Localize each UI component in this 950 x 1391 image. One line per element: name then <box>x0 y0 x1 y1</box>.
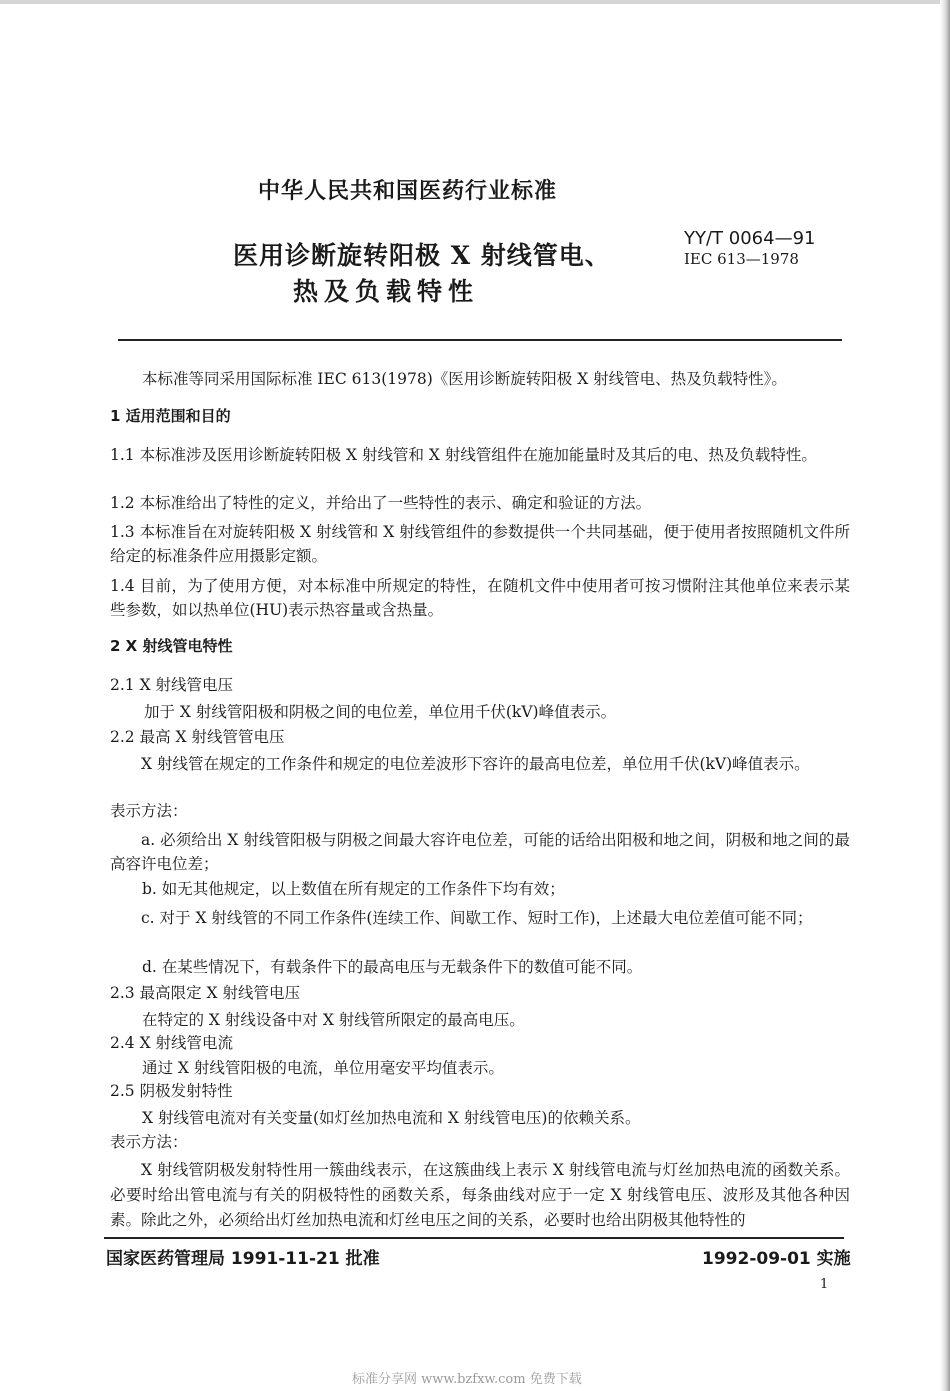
approval-date: 国家医药管理局 1991-11-21 批准 <box>106 1249 380 1269</box>
watermark-text: 标准分享网 www.bzfxw.com 免费下载 <box>352 1372 582 1387</box>
clause-1-4: 1.4 目前，为了使用方便，对本标准中所规定的特性，在随机文件中使用者可按习惯附注其他单位来表示某些参数，如以热单位(HU)表示热容量或含热量。 <box>110 577 850 619</box>
clause-2-3-title: 2.3 最高限定 X 射线管电压 <box>110 984 300 1002</box>
section-2-heading: 2 X 射线管电特性 <box>110 637 233 655</box>
clause-2-2-method-label: 表示方法： <box>110 802 188 820</box>
clause-1-3: 1.3 本标准旨在对旋转阳极 X 射线管和 X 射线管组件的参数提供一个共同基础，便于使用者按照随机文件所给定的标准条件应用摄影定额。 <box>110 523 850 565</box>
standard-number: YY/T 0064—91 <box>684 228 816 249</box>
document-title-line2: 热及负载特性 <box>293 277 480 306</box>
clause-2-4-title: 2.4 X 射线管电流 <box>110 1034 234 1052</box>
clause-2-4-text: 通过 X 射线管阳极的电流，单位用毫安平均值表示。 <box>142 1059 504 1077</box>
scan-shadow-top <box>0 0 950 4</box>
clause-2-5-title: 2.5 阴极发射特性 <box>110 1082 233 1100</box>
scan-shadow-right <box>940 0 950 1391</box>
clause-2-1-text: 加于 X 射线管阳极和阴极之间的电位差，单位用千伏(kV)峰值表示。 <box>144 703 617 721</box>
item-d: d. 在某些情况下，有载条件下的最高电压与无载条件下的数值可能不同。 <box>142 958 643 976</box>
clause-2-1-title: 2.1 X 射线管电压 <box>110 676 234 694</box>
effective-date: 1992-09-01 实施 <box>702 1249 851 1269</box>
header-rule <box>118 339 842 341</box>
clause-1-2: 1.2 本标准给出了特性的定义，并给出了一些特性的表示、确定和验证的方法。 <box>110 494 652 512</box>
clause-2-2-title: 2.2 最高 X 射线管管电压 <box>110 728 285 746</box>
intro-paragraph: 本标准等同采用国际标准 IEC 613(1978)《医用诊断旋转阳极 X 射线管电、热及负载特性》。 <box>142 370 787 388</box>
item-c: c. 对于 X 射线管的不同工作条件(连续工作、间歇工作、短时工作)，上述最大电位差值可能不同； <box>141 909 813 927</box>
item-a: a. 必须给出 X 射线管阳极与阴极之间最大容许电位差，可能的话给出阳极和地之间，阴极和地之间的最高容许电位差； <box>110 831 850 873</box>
equivalent-standard: IEC 613—1978 <box>684 250 799 268</box>
clause-2-2-text: X 射线管在规定的工作条件和规定的电位差波形下容许的最高电位差，单位用千伏(kV)峰值表示。 <box>141 755 810 773</box>
footer-rule <box>104 1237 844 1239</box>
item-b: b. 如无其他规定，以上数值在所有规定的工作条件下均有效； <box>142 880 565 898</box>
clause-2-5-description: X 射线管阴极发射特性用一簇曲线表示，在这簇曲线上表示 X 射线管电流与灯丝加热电流的函数关系。必要时给出管电流与有关的阴极特性的函数关系，每条曲线对应于一定 X 射线管电压、波形及其他各种因素。除此之外，必须给出灯丝加热电流和灯丝电压之间的关系，必要时也给出阴极其他特性的 <box>110 1161 850 1229</box>
document-title-line1: 医用诊断旋转阳极 X 射线管电、 <box>233 241 611 270</box>
clause-2-5-text: X 射线管电流对有关变量(如灯丝加热电流和 X 射线管电压)的依赖关系。 <box>142 1109 641 1127</box>
clause-2-3-text: 在特定的 X 射线设备中对 X 射线管所限定的最高电压。 <box>142 1011 525 1029</box>
clause-1-1: 1.1 本标准涉及医用诊断旋转阳极 X 射线管和 X 射线管组件在施加能量时及其后的电、热及负载特性。 <box>110 446 817 464</box>
clause-2-5-method-label: 表示方法： <box>110 1133 188 1151</box>
issuing-organization: 中华人民共和国医药行业标准 <box>258 178 558 204</box>
section-1-heading: 1 适用范围和目的 <box>110 407 231 425</box>
page-number: 1 <box>820 1277 829 1292</box>
